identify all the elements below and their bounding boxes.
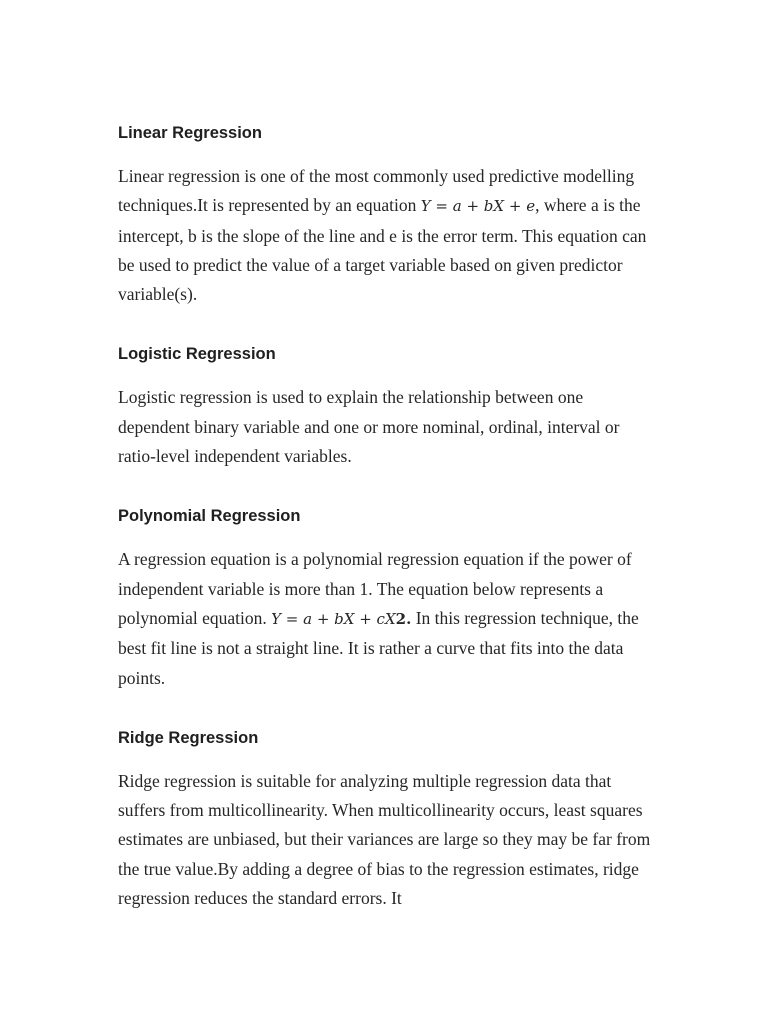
section-linear-regression (118, 120, 658, 309)
section-logistic-regression (118, 341, 658, 471)
equation: Y = a + bX + e (420, 197, 536, 216)
section-heading: Linear Regression (118, 124, 262, 142)
document-page (118, 120, 658, 945)
equation: Y = a + bX + cX (271, 609, 396, 628)
section-heading: Ridge Regression (118, 728, 259, 747)
section-heading: Polynomial Regression (118, 507, 301, 526)
paragraph-text: , where a is the intercept, b is the slope of the line and e is the error term. This equation can be used to predict the value of a target variable based on given predictor variable(s). (118, 195, 647, 305)
section-paragraph (118, 545, 658, 692)
paragraph-text: A regression equation is a polynomial regression equation if the power of independent variable is more than 1. The equation below represents a polynomial equation. (118, 549, 632, 628)
section-paragraph: Logistic regression is used to explain the relationship between one dependent binary variable and one or more nominal, ordinal, interval or ratio-level independent variables. (118, 387, 620, 467)
section-paragraph: Ridge regression is suitable for analyzing multiple regression data that suffers from multicollinearity. When multicollinearity occurs, least squares estimates are unbiased, but their variances are large so they may be far from the true value.By adding a degree of bias to the regression estimates, ridge regression reduces the standard errors. It (118, 770, 651, 909)
section-paragraph (118, 162, 658, 309)
section-heading: Logistic Regression (118, 345, 276, 364)
paragraph-text: Linear regression is one of the most commonly used predictive modelling techniques.It is represented by an equation (118, 166, 635, 216)
section-ridge-regression (118, 725, 658, 913)
section-polynomial-regression (118, 503, 658, 692)
equation-exponent: 2. (395, 609, 412, 628)
paragraph-text: In this regression technique, the best fit line is not a straight line. It is rather a curve that fits into the data points. (118, 607, 639, 688)
